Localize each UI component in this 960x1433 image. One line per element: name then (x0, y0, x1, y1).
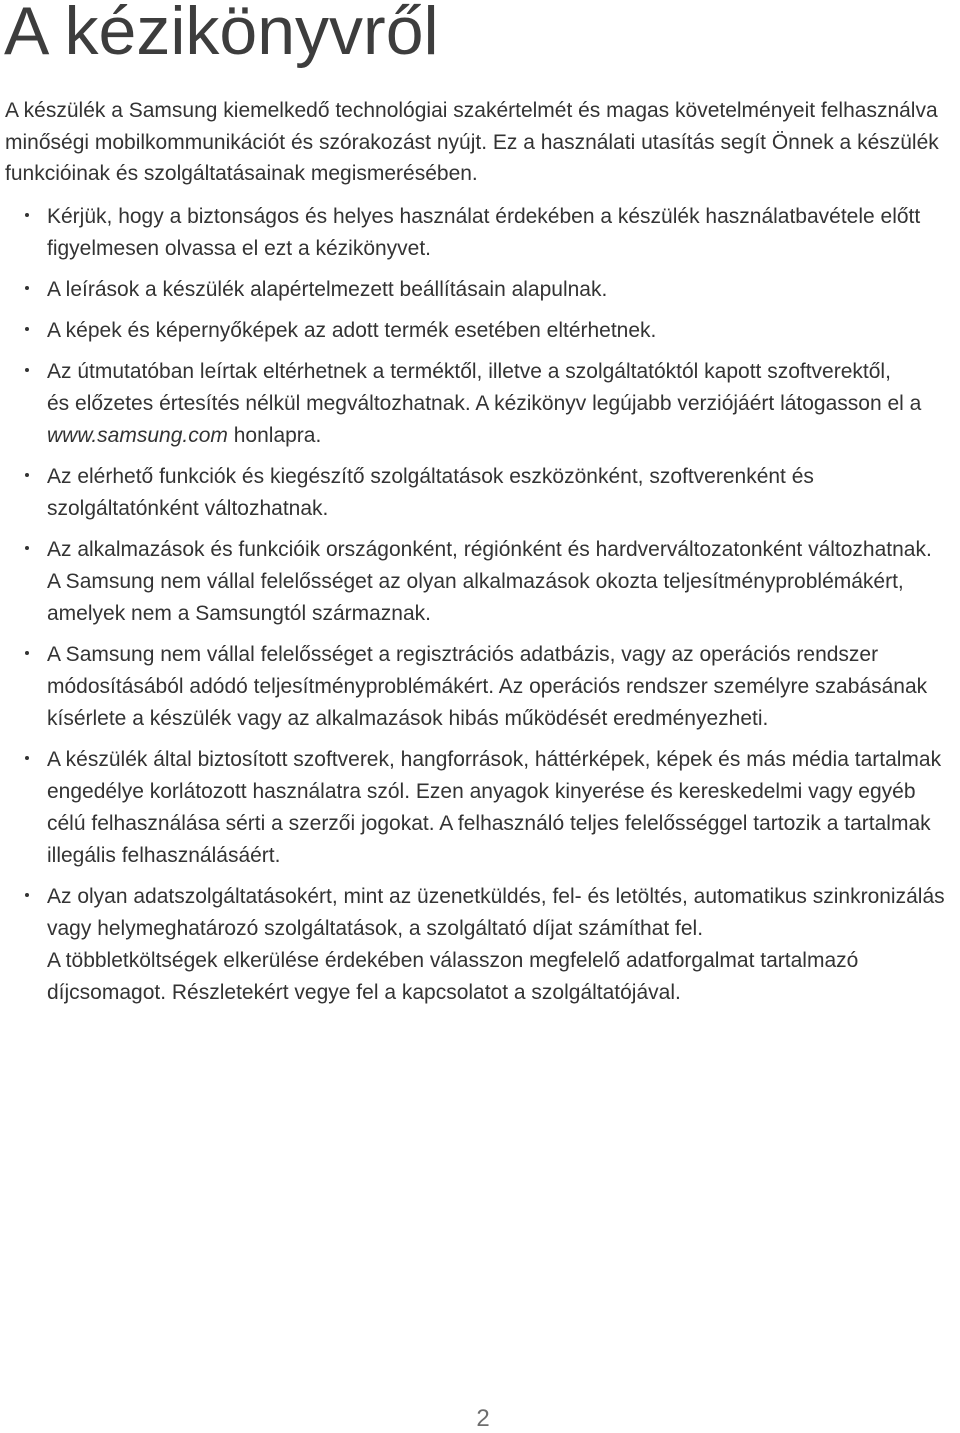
bullet-item (0, 534, 960, 630)
bullet-item (0, 201, 960, 265)
bullet-line: A többletköltségek elkerülése érdekében válasszon megfelelő adatforgalmat tartalmazó (47, 949, 859, 972)
bullet-item (0, 315, 960, 347)
bullet-marker (25, 756, 29, 760)
bullet-line: szolgáltatónként változhatnak. (47, 497, 329, 520)
website-address: www.samsung.com (47, 424, 228, 447)
bullet-item (0, 639, 960, 735)
bullet-line: A képek és képernyőképek az adott termék esetében eltérhetnek. (47, 319, 657, 342)
bullet-line: figyelmesen olvassa el ezt a kézikönyvet. (47, 237, 432, 260)
bullet-line: Az olyan adatszolgáltatásokért, mint az üzenetküldés, fel- és letöltés, automatikus szinkronizálás (47, 885, 945, 908)
bullet-marker (25, 213, 29, 217)
intro-line: funkcióinak és szolgáltatásainak megismerésében. (5, 162, 478, 185)
bullet-line: Az alkalmazások és funkcióik országonként, régiónként és hardverváltozatonként változhatnak. (47, 538, 932, 561)
bullet-marker (25, 368, 29, 372)
bullet-marker (25, 473, 29, 477)
bullet-item (0, 274, 960, 306)
bullet-item (0, 461, 960, 525)
bullet-marker (25, 286, 29, 290)
bullet-item (0, 744, 960, 872)
bullet-line: és előzetes értesítés nélkül megváltozhatnak. A kézikönyv legújabb verziójáért látogasson el a (47, 392, 922, 415)
bullet-line: módosításából adódó teljesítményproblémákért. Az operációs rendszer személyre szabásának (47, 675, 928, 698)
intro-paragraph (5, 95, 939, 190)
bullet-line: engedélye korlátozott használatra szól. Ezen anyagok kinyerése és kereskedelmi vagy egyéb (47, 780, 916, 803)
page-number: 2 (476, 1405, 490, 1432)
bullet-line: célú felhasználása sérti a szerzői jogokat. A felhasználó teljes felelősséggel tartozik a tartalmak (47, 812, 931, 835)
bullet-line: Az elérhető funkciók és kiegészítő szolgáltatások eszközönként, szoftverenként és (47, 465, 814, 488)
bullet-line: A Samsung nem vállal felelősséget az olyan alkalmazások okozta teljesítményproblémákért, (47, 570, 904, 593)
bullet-list (0, 201, 960, 1018)
bullet-marker (25, 327, 29, 331)
bullet-line (47, 420, 960, 452)
bullet-item (0, 881, 960, 1009)
bullet-marker (25, 893, 29, 897)
bullet-line: Az útmutatóban leírtak eltérhetnek a terméktől, illetve a szolgáltatóktól kapott szoftverektől, (47, 360, 891, 383)
bullet-line: A készülék által biztosított szoftverek, hangforrások, háttérképek, képek és más média tartalmak (47, 748, 942, 771)
page-title: A kézikönyvről (4, 0, 439, 69)
bullet-item (0, 356, 960, 452)
bullet-line: A leírások a készülék alapértelmezett beállításain alapulnak. (47, 278, 608, 301)
bullet-marker (25, 546, 29, 550)
bullet-line: illegális felhasználásáért. (47, 844, 281, 867)
bullet-line: A Samsung nem vállal felelősséget a regisztrációs adatbázis, vagy az operációs rendszer (47, 643, 879, 666)
bullet-line: amelyek nem a Samsungtól származnak. (47, 602, 431, 625)
intro-line: minőségi mobilkommunikációt és szórakozást nyújt. Ez a használati utasítás segít Önnek a készülék (5, 130, 939, 154)
bullet-line: kísérlete a készülék vagy az alkalmazások hibás működését eredményezheti. (47, 707, 769, 730)
bullet-line-text: honlapra. (233, 424, 322, 447)
intro-line: A készülék a Samsung kiemelkedő technológiai szakértelmét és magas követelményeit felhasználva (5, 99, 938, 122)
bullet-marker (25, 651, 29, 655)
bullet-line: díjcsomagot. Részletekért vegye fel a kapcsolatot a szolgáltatójával. (47, 981, 681, 1004)
bullet-line: vagy helymeghatározó szolgáltatások, a szolgáltató díjat számíthat fel. (47, 917, 704, 940)
bullet-line: Kérjük, hogy a biztonságos és helyes használat érdekében a készülék használatbavétele előtt (47, 205, 921, 228)
